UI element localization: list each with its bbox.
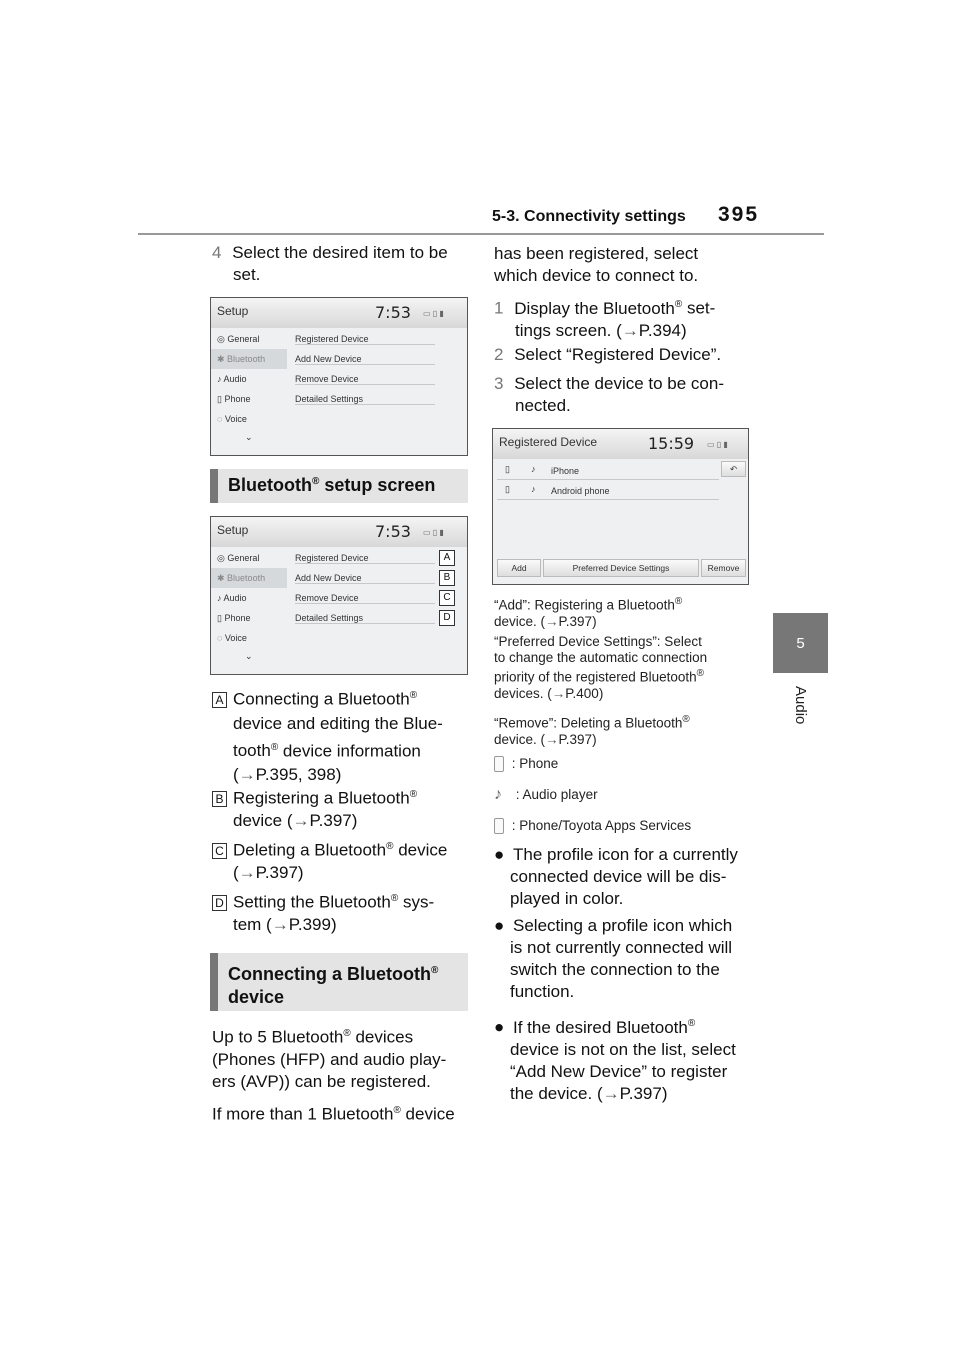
preferred-device-settings-button[interactable]: Preferred Device Settings (543, 559, 699, 577)
item-remove-device[interactable]: Remove Device (295, 374, 435, 385)
ref-arrow-icon: → (551, 685, 566, 701)
note-preferred: “Preferred Device Settings”: Select to change the automatic connection priority of the registered Bluetooth® devices. (→P.400) (494, 634, 708, 701)
desc-d: D Setting the Bluetooth® sys- tem (→P.399) (212, 888, 472, 936)
bullet-icon: ● (494, 916, 505, 935)
audio-player-icon[interactable]: ♪ (531, 464, 536, 474)
page-ref[interactable]: P.397 (619, 1083, 662, 1103)
item-registered-device[interactable]: Registered Device (295, 553, 435, 564)
paragraph-continued: has been registered, select which device to connect to. (494, 244, 699, 285)
screen-clock: 7:53 (375, 522, 411, 541)
status-icons: ▭ ▯ ▮ (423, 528, 444, 537)
scroll-down-icon[interactable]: ⌄ (245, 651, 253, 661)
label-d: D (212, 895, 227, 911)
ref-arrow-icon: → (238, 765, 256, 785)
screen-clock: 15:59 (648, 434, 695, 453)
menu-bluetooth[interactable]: ✱ Bluetooth (217, 354, 266, 364)
setup-screen-2 (210, 516, 468, 675)
callout-b: B (439, 570, 455, 586)
legend-phone: : Phone (494, 756, 558, 772)
item-detailed-settings[interactable]: Detailed Settings (295, 394, 435, 405)
audio-player-icon: ♪ (494, 786, 502, 803)
note-add: “Add”: Registering a Bluetooth® device. (→P.397) (494, 596, 683, 629)
ref-arrow-icon: → (271, 914, 289, 934)
section-title: 5-3. Connectivity settings (492, 208, 686, 225)
item-registered-device[interactable]: Registered Device (295, 334, 435, 345)
remove-button[interactable]: Remove (701, 559, 746, 577)
device-row-iphone[interactable]: ▯ ♪ iPhone (497, 461, 719, 480)
chapter-tab (773, 613, 828, 673)
bullet-icon: ● (494, 845, 505, 864)
menu-bluetooth[interactable]: ✱ Bluetooth (217, 573, 266, 583)
note-remove: “Remove”: Deleting a Bluetooth® device. (→P.397) (494, 714, 690, 747)
label-b: B (212, 791, 227, 807)
add-button[interactable]: Add (497, 559, 541, 577)
step-text-cont: set. (233, 265, 261, 284)
page-ref[interactable]: P.397 (309, 810, 352, 830)
desc-b: B Registering a Bluetooth® device (→P.397) (212, 784, 472, 832)
item-detailed-settings[interactable]: Detailed Settings (295, 613, 435, 624)
reg-mark: ® (311, 476, 320, 487)
screen-title-bar (211, 298, 467, 328)
step-2: 2 Select “Registered Device”. (494, 345, 722, 364)
status-icons: ▭ ▯ ▮ (707, 440, 728, 449)
menu-phone[interactable]: ▯ Phone (217, 394, 251, 404)
menu-audio[interactable]: ♪ Audio (217, 374, 247, 384)
screen-title: Setup (217, 304, 249, 318)
screen-title-bar (493, 429, 748, 459)
bullet-switch-connection: ● Selecting a profile icon which is not currently connected will switch the connection to the function. (494, 916, 733, 1001)
ref-arrow-icon: → (545, 731, 559, 747)
screen-body (493, 459, 748, 584)
phone-icon[interactable]: ▯ (505, 464, 510, 474)
bullet-icon: ● (494, 1017, 505, 1037)
ref-arrow-icon: → (545, 613, 559, 629)
menu-phone[interactable]: ▯ Phone (217, 613, 251, 623)
item-add-new-device[interactable]: Add New Device (295, 354, 435, 365)
callout-c: C (439, 590, 455, 606)
ref-arrow-icon: → (621, 320, 639, 340)
device-row-android[interactable]: ▯ ♪ Android phone (497, 481, 719, 500)
audio-player-icon[interactable]: ♪ (531, 484, 536, 494)
phone-icon[interactable]: ▯ (505, 484, 510, 494)
screen-title-bar (211, 517, 467, 547)
page-number: 395 (718, 203, 760, 226)
callout-a: A (439, 550, 455, 566)
legend-audio: ♪ : Audio player (494, 786, 598, 803)
paragraph-multiple: If more than 1 Bluetooth® device (212, 1104, 455, 1124)
callout-d: D (439, 610, 455, 626)
menu-voice[interactable]: ◌ Voice (217, 633, 247, 643)
menu-general[interactable]: ◎ General (217, 334, 260, 344)
screen-body (211, 547, 467, 674)
scroll-down-icon[interactable]: ⌄ (245, 432, 253, 442)
phone-icon (494, 756, 504, 772)
heading-setup-screen (210, 469, 468, 503)
label-a: A (212, 692, 227, 708)
heading-text: Bluetooth (228, 475, 312, 495)
registered-device-screen (492, 428, 749, 585)
screen-clock: 7:53 (375, 303, 411, 322)
header-rule (138, 233, 824, 235)
status-icons: ▭ ▯ ▮ (423, 309, 444, 318)
ref-arrow-icon: → (292, 810, 310, 830)
page-ref[interactable]: P.397 (255, 862, 298, 882)
menu-general[interactable]: ◎ General (217, 553, 260, 563)
bullet-add-new-device: ● If the desired Bluetooth® device is not on the list, select “Add New Device” to register the device. (→P.397) (494, 1017, 736, 1103)
desc-a: A Connecting a Bluetooth® device and editing the Blue- tooth® device information (→P.395, 398) (212, 684, 472, 787)
step-3: 3 Select the device to be con- nected. (494, 374, 724, 415)
menu-voice[interactable]: ◌ Voice (217, 414, 247, 424)
ref-arrow-icon: → (238, 862, 256, 882)
menu-audio[interactable]: ♪ Audio (217, 593, 247, 603)
phone-apps-icon (494, 818, 504, 834)
page-ref[interactable]: P.400 (565, 685, 599, 701)
paragraph-max-devices: Up to 5 Bluetooth® devices (Phones (HFP) and audio play- ers (AVP)) can be registered. (212, 1027, 447, 1091)
page-ref[interactable]: P.395, 398 (255, 765, 336, 785)
chapter-label: Audio (792, 686, 809, 725)
screen-body (211, 328, 467, 455)
step-4 (212, 242, 472, 286)
screen-title: Setup (217, 523, 249, 537)
heading-text-rest: setup screen (319, 475, 436, 495)
bullet-profile-color: ● The profile icon for a currently connected device will be dis- played in color. (494, 845, 738, 908)
desc-c: C Deleting a Bluetooth® device (→P.397) (212, 836, 472, 884)
setup-screen-1 (210, 297, 468, 456)
page-ref[interactable]: P.399 (288, 914, 331, 934)
page-ref[interactable]: P.394 (638, 320, 681, 340)
label-c: C (212, 843, 227, 859)
legend-apps: : Phone/Toyota Apps Services (494, 818, 691, 834)
item-remove-device[interactable]: Remove Device (295, 593, 435, 604)
page-ref[interactable]: P.397 (558, 731, 593, 747)
screen-title: Registered Device (499, 435, 598, 449)
item-add-new-device[interactable]: Add New Device (295, 573, 435, 584)
ref-arrow-icon: → (602, 1083, 620, 1103)
step-number: 4 (212, 243, 222, 262)
step-1: 1 Display the Bluetooth® set- tings screen. (→P.394) (494, 298, 716, 340)
step-text: Select the desired item to be (232, 243, 448, 262)
chapter-number: 5 (796, 635, 805, 652)
heading-connecting: Connecting a Bluetooth® device (210, 953, 468, 1011)
back-button[interactable]: ↶ (721, 461, 746, 477)
page-ref[interactable]: P.397 (558, 613, 593, 629)
